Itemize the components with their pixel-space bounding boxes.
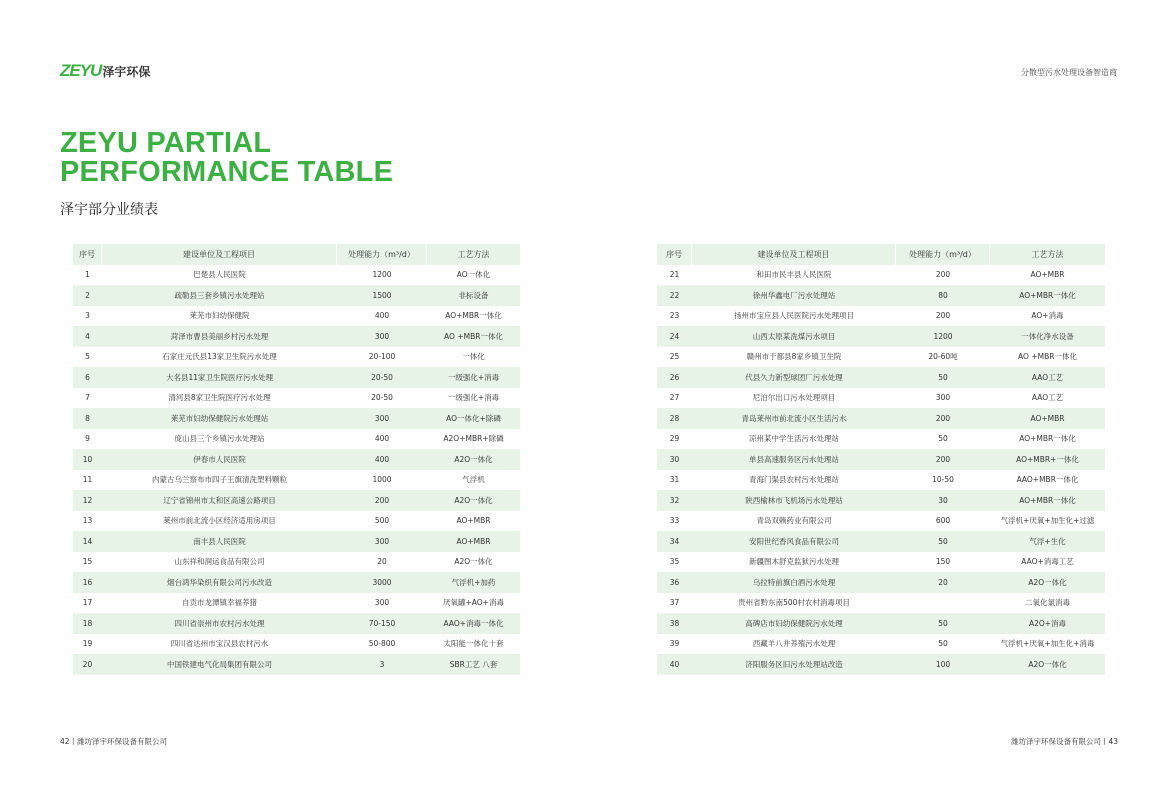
cell-process: AAO+MBR一体化 — [1016, 475, 1079, 485]
cell-index: 2 — [85, 290, 90, 300]
table-row — [657, 429, 1105, 450]
cell-project: 青岛莱州市前北流小区生活污水 — [741, 413, 847, 423]
cell-process: 气浮机+厌氧+加生化+消毒 — [1000, 639, 1095, 649]
cell-index: 24 — [669, 331, 680, 341]
table-row — [73, 408, 520, 429]
cell-process: AO +MBR一体化 — [1018, 352, 1077, 362]
table-row — [657, 654, 1105, 675]
table-row — [73, 449, 520, 470]
cell-index: 14 — [82, 536, 93, 546]
cell-project: 徐州华鑫电厂污水处理站 — [752, 290, 836, 300]
cell-capacity: 300 — [374, 413, 390, 423]
column-header-project: 建设单位及工程项目 — [102, 244, 337, 265]
cell-capacity: 30 — [938, 495, 948, 505]
cell-process: A2O+MBR+除磷 — [443, 434, 504, 444]
cell-process: SBR工艺 八套 — [449, 659, 498, 669]
cell-capacity: 300 — [374, 331, 390, 341]
cell-project: 四川省达州市宝汉县农村污水 — [170, 639, 269, 649]
cell-capacity: 150 — [935, 557, 951, 567]
cell-index: 20 — [82, 659, 93, 669]
cell-index: 40 — [669, 659, 680, 669]
table-row — [73, 572, 520, 593]
cell-process: 一体化 — [462, 352, 485, 362]
cell-project: 和田市民丰县人民医院 — [756, 270, 832, 280]
cell-project: 疏勒县三套乡镇污水处理站 — [174, 290, 265, 300]
cell-project: 单县高速服务区污水处理站 — [749, 454, 839, 464]
table-row — [73, 367, 520, 388]
column-header-capacity: 处理能力（m³/d） — [896, 244, 990, 265]
cell-project: 安阳世纪香风食品有限公司 — [749, 536, 839, 546]
table-row — [657, 613, 1105, 634]
cell-index: 23 — [669, 311, 680, 321]
cell-index: 17 — [82, 598, 93, 608]
cell-index: 1 — [85, 270, 90, 280]
cell-project: 中国铁建电气化局集团有限公司 — [167, 659, 272, 669]
cell-index: 34 — [669, 536, 680, 546]
cell-process: 一级强化+消毒 — [447, 372, 500, 382]
cell-capacity: 20 — [938, 577, 948, 587]
table-body-right — [657, 265, 1105, 675]
cell-process: AAO+消毒一体化 — [443, 618, 504, 628]
table-row — [657, 552, 1105, 573]
table-header-row — [657, 244, 1105, 265]
cell-capacity: 300 — [374, 536, 390, 546]
logo-name: 泽宇环保 — [102, 64, 151, 79]
cell-capacity: 20-100 — [368, 352, 396, 362]
table-row — [657, 367, 1105, 388]
cell-process: A2O一体化 — [1028, 577, 1067, 587]
column-header-index: 序号 — [657, 244, 692, 265]
cell-capacity: 50 — [938, 639, 948, 649]
cell-project: 自贡市龙潭镇幸福养猪 — [182, 598, 257, 608]
cell-project: 辽宁省锦州市太和区高速公路项目 — [163, 495, 276, 505]
cell-project: 青海门渠县农村污水处理站 — [749, 475, 839, 485]
cell-project: 伊春市人民医院 — [193, 454, 246, 464]
table-row — [73, 634, 520, 655]
cell-index: 15 — [82, 557, 93, 567]
table-row — [73, 265, 520, 286]
cell-capacity: 50 — [938, 536, 948, 546]
table-row — [73, 326, 520, 347]
cell-capacity: 1000 — [372, 475, 392, 485]
cell-process: AO+MBR — [1030, 270, 1065, 280]
cell-capacity: 20-60吨 — [928, 352, 958, 362]
cell-process: AAO工艺 — [1031, 393, 1064, 403]
cell-project: 庞山县三个乡镇污水处理站 — [174, 434, 265, 444]
cell-index: 11 — [82, 475, 93, 485]
table-row — [657, 449, 1105, 470]
cell-capacity: 50 — [938, 434, 948, 444]
cell-process: A2O一体化 — [1028, 659, 1067, 669]
cell-index: 18 — [82, 618, 93, 628]
cell-index: 13 — [82, 516, 93, 526]
cell-index: 38 — [669, 618, 680, 628]
cell-capacity: 400 — [374, 434, 390, 444]
cell-project: 青岛双赖药业有限公司 — [756, 516, 832, 526]
cell-capacity: 200 — [935, 454, 951, 464]
header-tagline: 分散型污水处理设备智造商 — [1021, 68, 1117, 77]
table-row — [657, 265, 1105, 286]
page-title-cn: 泽宇部分业绩表 — [60, 202, 158, 218]
cell-capacity: 1200 — [933, 331, 953, 341]
cell-index: 33 — [669, 516, 680, 526]
cell-process: AO一体化+除磷 — [446, 413, 501, 423]
cell-project: 济阳服务区旧污水处理站改造 — [745, 659, 843, 669]
cell-index: 37 — [669, 598, 680, 608]
table-row — [657, 326, 1105, 347]
cell-capacity — [896, 593, 990, 614]
table-row — [657, 347, 1105, 368]
cell-project: 南丰县人民医院 — [193, 536, 246, 546]
cell-process: 厌氧罐+AO+消毒 — [443, 598, 504, 608]
table-row — [73, 490, 520, 511]
cell-capacity: 50-800 — [368, 639, 396, 649]
cell-capacity: 600 — [935, 516, 951, 526]
cell-index: 25 — [669, 352, 680, 362]
cell-capacity: 400 — [374, 311, 390, 321]
cell-project: 新疆图木舒克监狱污水处理 — [749, 557, 839, 567]
cell-process: AO +MBR一体化 — [444, 331, 503, 341]
table-row — [73, 347, 520, 368]
cell-capacity: 80 — [938, 290, 948, 300]
cell-process: A2O+消毒 — [1028, 618, 1067, 628]
cell-project: 巴楚县人民医院 — [193, 270, 246, 280]
cell-capacity: 1500 — [372, 290, 392, 300]
table-row — [657, 285, 1105, 306]
column-header-index: 序号 — [73, 244, 102, 265]
column-header-process: 工艺方法 — [457, 249, 490, 259]
cell-index: 7 — [85, 393, 90, 403]
cell-project: 山东祥和润运食品有限公司 — [174, 557, 265, 567]
cell-project: 山西太原某洗煤污水项目 — [752, 331, 836, 341]
cell-process: 气浮机 — [462, 475, 485, 485]
cell-project: 内蒙古乌兰察布市四子王旗清洗塑料颗粒 — [152, 475, 287, 485]
table-row — [657, 306, 1105, 327]
cell-index: 9 — [85, 434, 90, 444]
cell-index: 36 — [669, 577, 680, 587]
cell-index: 30 — [669, 454, 680, 464]
cell-index: 28 — [669, 413, 680, 423]
cell-index: 31 — [669, 475, 680, 485]
table-row — [73, 593, 520, 614]
cell-process: 气浮+生化 — [1029, 536, 1066, 546]
cell-capacity: 300 — [935, 393, 951, 403]
cell-project: 高碑店市妇幼保健院污水处理 — [745, 618, 843, 628]
cell-process: AO+消毒 — [1031, 311, 1064, 321]
cell-project: 赣州市于都县8家乡镇卫生院 — [746, 352, 842, 362]
cell-process: AO+MBR一体化 — [1019, 290, 1076, 300]
column-header-capacity: 处理能力（m³/d） — [337, 244, 427, 265]
cell-capacity: 3000 — [372, 577, 392, 587]
cell-capacity: 300 — [374, 598, 390, 608]
cell-project: 陕西榆林市飞机场污水处理站 — [745, 495, 843, 505]
cell-process: AO+MBR+一体化 — [1016, 454, 1079, 464]
cell-index: 35 — [669, 557, 680, 567]
cell-project: 四川省崇州市农村污水处理 — [174, 618, 265, 628]
cell-index: 29 — [669, 434, 680, 444]
cell-project: 清河县8家卫生院医疗污水处理 — [168, 393, 271, 403]
cell-process: A2O一体化 — [454, 557, 493, 567]
cell-capacity: 50 — [938, 618, 948, 628]
cell-capacity: 200 — [935, 413, 951, 423]
cell-index: 26 — [669, 372, 680, 382]
cell-index: 19 — [82, 639, 93, 649]
table-row — [657, 511, 1105, 532]
cell-project: 莱芜市妇幼保健院污水处理站 — [170, 413, 269, 423]
cell-process: AO+MBR — [1030, 413, 1065, 423]
cell-process: AAO工艺 — [1031, 372, 1064, 382]
cell-capacity: 20-50 — [371, 393, 393, 403]
cell-process: 气浮机+厌氧+加生化+过滤 — [1000, 516, 1095, 526]
cell-process: A2O一体化 — [454, 495, 493, 505]
cell-capacity: 200 — [935, 311, 951, 321]
table-row — [73, 613, 520, 634]
cell-index: 6 — [85, 372, 90, 382]
cell-process: AO+MBR一体化 — [1019, 434, 1076, 444]
cell-index: 27 — [669, 393, 680, 403]
table-row — [73, 654, 520, 675]
column-header-project: 建设单位及工程项目 — [692, 244, 896, 265]
cell-index: 3 — [85, 311, 90, 321]
table-row — [73, 388, 520, 409]
table-row — [657, 634, 1105, 655]
cell-capacity: 50 — [938, 372, 948, 382]
cell-project: 大名县11家卫生院医疗污水处理 — [165, 372, 274, 382]
cell-project: 西藏羊八井养殖污水处理 — [752, 639, 836, 649]
cell-capacity: 500 — [374, 516, 390, 526]
cell-project: 烟台鸿华染织有限公司污水改造 — [167, 577, 272, 587]
cell-process: AO+MBR — [456, 516, 491, 526]
cell-capacity: 200 — [935, 270, 951, 280]
footer-left-page-info: 42丨潍坊泽宇环保设备有限公司 — [60, 737, 168, 746]
cell-process: 一级强化+消毒 — [447, 393, 500, 403]
table-row — [73, 429, 520, 450]
performance-table-left — [73, 244, 520, 675]
cell-index: 4 — [85, 331, 90, 341]
table-row — [657, 531, 1105, 552]
cell-capacity: 10-50 — [932, 475, 954, 485]
cell-index: 5 — [85, 352, 90, 362]
cell-process: 一体化净水设备 — [1021, 331, 1074, 341]
cell-capacity: 1200 — [372, 270, 392, 280]
cell-process: 非标设备 — [458, 290, 489, 300]
cell-index: 10 — [82, 454, 93, 464]
cell-process: AAO+消毒工艺 — [1021, 557, 1074, 567]
cell-index: 8 — [85, 413, 90, 423]
cell-capacity: 70-150 — [368, 618, 396, 628]
cell-index: 32 — [669, 495, 680, 505]
footer-right-page-info: 潍坊泽宇环保设备有限公司丨43 — [1010, 737, 1118, 746]
cell-index: 22 — [669, 290, 680, 300]
cell-capacity: 100 — [935, 659, 951, 669]
cell-capacity: 20-50 — [371, 372, 393, 382]
table-body-left — [73, 265, 520, 675]
page-title-en — [60, 129, 393, 187]
table-row — [73, 531, 520, 552]
cell-project: 乌拉特前旗白酒污水处理 — [752, 577, 836, 587]
cell-capacity: 400 — [374, 454, 390, 464]
table-header-row — [73, 244, 520, 265]
cell-project: 菏泽市曹县美丽乡村污水处理 — [170, 331, 269, 341]
cell-process: AO+MBR — [456, 536, 491, 546]
cell-project: 尼泊尔出口污水处理项目 — [752, 393, 836, 403]
performance-table-right — [657, 244, 1105, 675]
cell-capacity: 3 — [379, 659, 385, 669]
cell-process: A2O一体化 — [454, 454, 493, 464]
table-row — [657, 388, 1105, 409]
cell-process: 气浮机+加药 — [451, 577, 496, 587]
cell-process: 二氧化氯消毒 — [1025, 598, 1070, 608]
table-row — [657, 408, 1105, 429]
cell-project: 莱州市前北流小区经济适用房项目 — [163, 516, 276, 526]
cell-index: 16 — [82, 577, 93, 587]
cell-capacity: 20 — [377, 557, 387, 567]
logo-mark: ZEYU — [60, 61, 102, 80]
company-logo — [60, 61, 150, 81]
cell-project: 凉州某中学生活污水处理站 — [749, 434, 839, 444]
table-row — [657, 470, 1105, 491]
table-row — [73, 511, 520, 532]
page-title-line-1: ZEYU PARTIAL — [60, 127, 272, 159]
cell-process: AO+MBR一体化 — [1019, 495, 1076, 505]
table-row — [73, 552, 520, 573]
cell-process: AO一体化 — [456, 270, 491, 280]
cell-project: 莱芜市妇幼保健院 — [189, 311, 250, 321]
cell-project: 代县久力新型球团厂污水处理 — [745, 372, 843, 382]
table-row — [657, 593, 1105, 614]
table-row — [657, 490, 1105, 511]
table-row — [73, 285, 520, 306]
cell-capacity: 200 — [374, 495, 390, 505]
cell-process: AO+MBR一体化 — [445, 311, 502, 321]
cell-process: 太阳能一体化十套 — [443, 639, 504, 649]
table-row — [73, 306, 520, 327]
page-title-line-2: PERFORMANCE TABLE — [60, 156, 394, 188]
column-header-process: 工艺方法 — [1031, 249, 1064, 259]
table-row — [657, 572, 1105, 593]
cell-index: 12 — [82, 495, 93, 505]
table-row — [73, 470, 520, 491]
cell-project: 石家庄元氏县13家卫生院污水处理 — [162, 352, 277, 362]
cell-project: 贵州省黔东南500村农村消毒项目 — [738, 598, 850, 608]
cell-index: 39 — [669, 639, 680, 649]
cell-project: 扬州市宝应县人民医院污水处理项目 — [734, 311, 854, 321]
cell-index: 21 — [669, 270, 680, 280]
